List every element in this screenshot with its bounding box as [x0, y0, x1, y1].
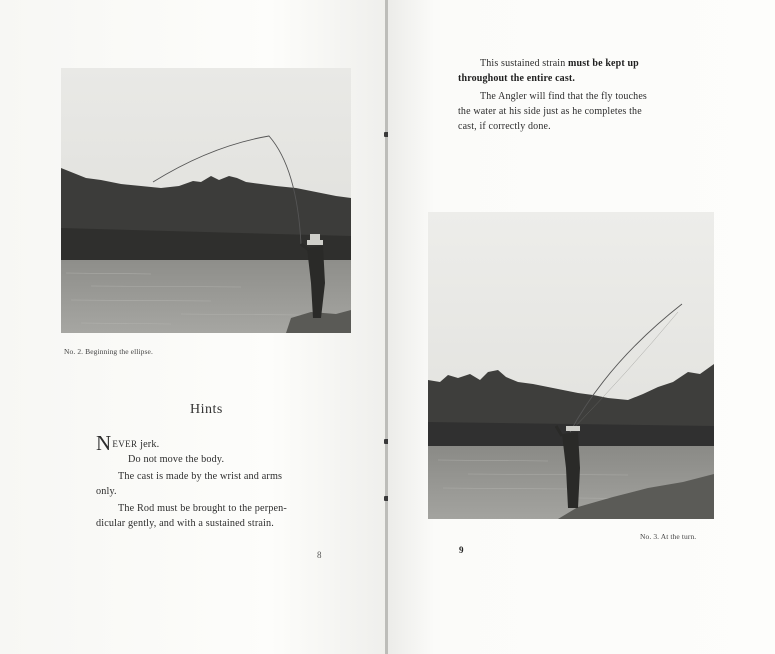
hint-line-1: NEVER jerk. [96, 431, 160, 455]
right-text-block [458, 56, 698, 134]
page-number-right: 9 [459, 545, 464, 555]
hints-paragraph [96, 431, 336, 531]
right-line-5: cast, if correctly done. [458, 121, 551, 132]
photo-beginning-ellipse [61, 68, 351, 333]
hint-line-3b: only. [96, 486, 117, 497]
right-line-3: The Angler will find that the fly touches [480, 91, 647, 102]
right-line-4: the water at his side just as he completes the [458, 106, 642, 117]
hint-line-4a: The Rod must be brought to the perpen- [118, 503, 287, 514]
hint-line-2: Do not move the body. [128, 454, 225, 465]
photo-caption-left: No. 2. Beginning the ellipse. [64, 347, 153, 356]
left-page [0, 0, 387, 654]
photo-at-the-turn [428, 212, 714, 519]
hint-line-3a: The cast is made by the wrist and arms [118, 471, 283, 482]
hint-line-4b: dicular gently, and with a sustained strain. [96, 518, 274, 529]
right-line-2: throughout the entire cast. [458, 73, 576, 84]
right-page [388, 0, 775, 654]
page-number-left: 8 [317, 550, 322, 560]
photo-caption-right: No. 3. At the turn. [640, 532, 697, 541]
hints-heading: Hints [190, 402, 223, 417]
drop-cap: N [96, 431, 112, 455]
right-line-1: This sustained strain must be kept up [480, 58, 639, 69]
